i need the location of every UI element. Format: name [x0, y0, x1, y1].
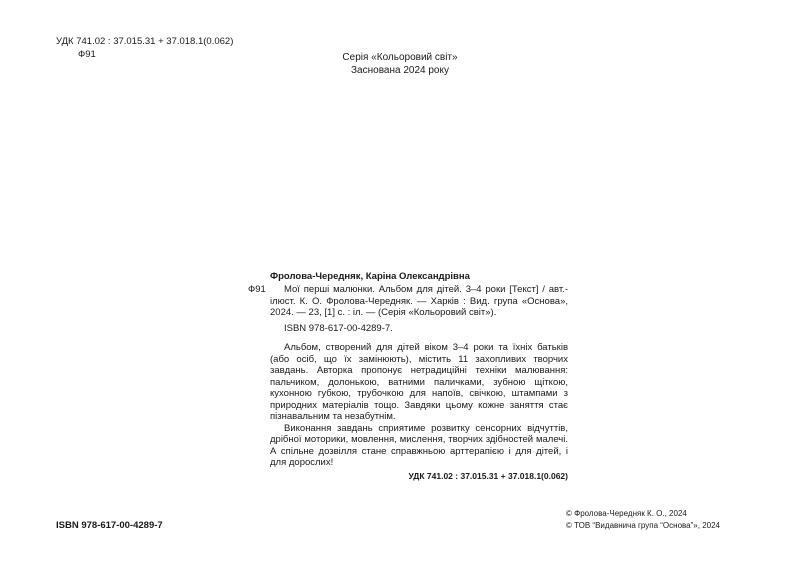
annotation-paragraph-2: Виконання завдань сприятиме розвитку сенсорних відчуттів, дрібної моторики, мовлення, мислення, творчих здібностей малечі. А спільне дозвілля стане справжньою арттерапією і для дітей, і для дорослих!: [270, 422, 568, 468]
annotation: [270, 342, 568, 469]
udk-header: УДК 741.02 : 37.015.31 + 37.018.1(0.062): [56, 36, 234, 47]
author-heading: Фролова-Чередняк, Каріна Олександрівна: [270, 271, 470, 282]
series-block: [0, 52, 800, 77]
bibliographic-record: [270, 284, 568, 482]
series-title: Серія «Кольоровий світ»: [342, 52, 458, 63]
copyright-author: © Фролова-Чередняк К. О., 2024: [566, 509, 687, 518]
author-sign-record: Ф91: [248, 284, 266, 295]
author-sign-header: Ф91: [78, 49, 96, 60]
udk-record: УДК 741.02 : 37.015.31 + 37.018.1(0.062): [408, 470, 568, 481]
series-founded: Заснована 2024 року: [351, 64, 449, 76]
record-isbn: ISBN 978-617-00-4289-7.: [284, 322, 393, 334]
annotation-paragraph-1: Альбом, створений для дітей віком 3–4 роки та їхніх батьків (або осіб, що їх замінюють), містить 11 захопливих творчих завдань. Авторка пропонує нетрадиційні техніки малювання: пальчиком, долонькою, ватними паличками, зубною щіткою, кухонною губкою, трубочкою для напоїв, свічкою, штампами з природних матеріалів тощо. Завдяки цьому кожне заняття стає пізнавальним та незабутнім.: [270, 342, 568, 422]
copyright-publisher: © ТОВ “Видавнича група “Основа”», 2024: [566, 521, 720, 530]
copyright-block: [566, 508, 720, 532]
isbn-footer: ISBN 978-617-00-4289-7: [56, 520, 163, 531]
title-statement: Мої перші малюнки. Альбом для дітей. 3–4 роки [Текст] / авт.-ілюст. К. О. Фролова-Чередняк. — Харків : Вид. група «Основа», 2024. — 23, [1] с. : іл. — (Серія «Кольоровий світ»).: [270, 284, 568, 318]
